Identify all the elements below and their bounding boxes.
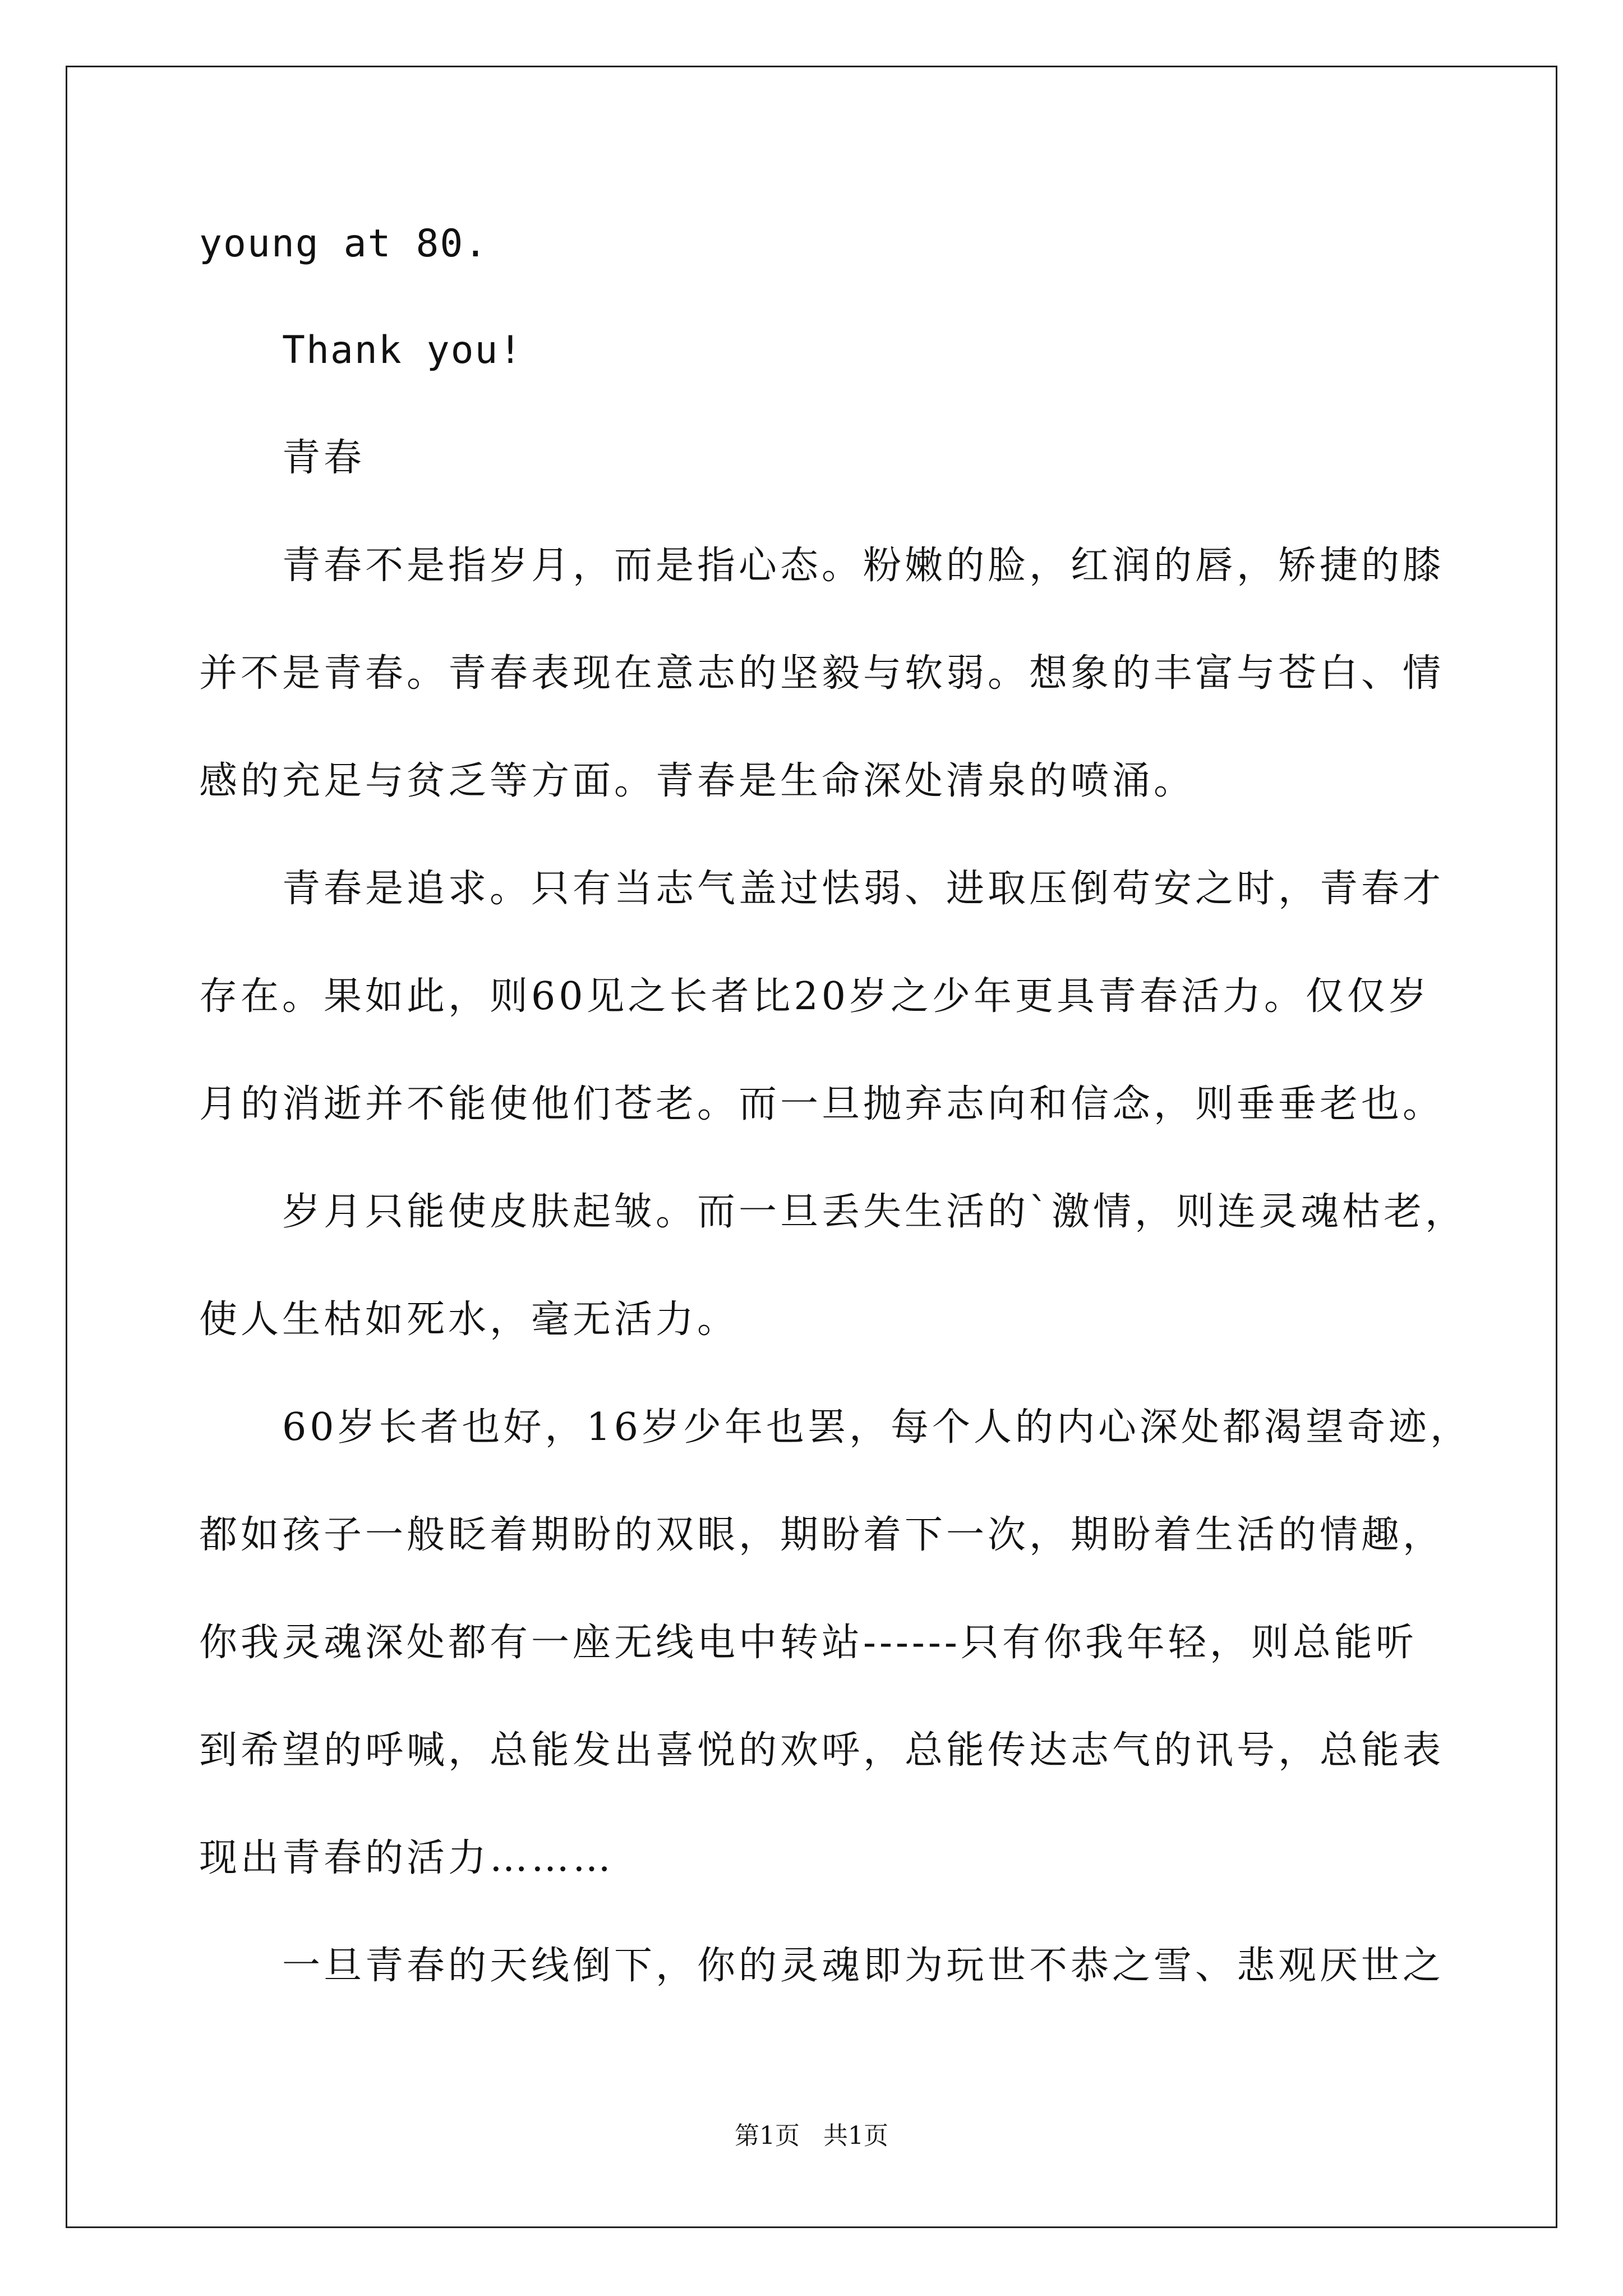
text-line-10: 岁月只能使皮肤起皱。而一旦丢失生活的`激情，则连灵魂枯老， (282, 1190, 1467, 1234)
text-line-5: 并不是青春。青春表现在意志的坚毅与软弱。想象的丰富与苍白、情 (199, 651, 1445, 696)
page-number-current: 第1页 (735, 2122, 800, 2150)
text-line-1: young at 80. (199, 222, 488, 266)
text-line-2: Thank you! (282, 328, 523, 372)
text-line-13: 都如孩子一般眨着期盼的双眼，期盼着下一次，期盼着生活的情趣， (199, 1513, 1445, 1557)
text-line-15: 到希望的呼喊，总能发出喜悦的欢呼，总能传达志气的讯号，总能表 (199, 1728, 1445, 1773)
text-line-11: 使人生枯如死水，毫无活力。 (199, 1297, 739, 1342)
page-number-total: 共1页 (823, 2122, 888, 2150)
page-frame (66, 66, 1557, 2228)
section-heading: 青春 (282, 436, 366, 480)
text-line-14: 你我灵魂深处都有一座无线电中转站------只有你我年轻，则总能听 (199, 1621, 1417, 1665)
text-line-17: 一旦青春的天线倒下，你的灵魂即为玩世不恭之雪、悲观厌世之 (282, 1944, 1445, 1988)
text-line-4: 青春不是指岁月，而是指心态。粉嫩的脸，红润的唇，矫捷的膝 (282, 544, 1445, 588)
text-line-16: 现出青春的活力……… (199, 1836, 615, 1880)
text-line-9: 月的消逝并不能使他们苍老。而一旦抛弃志向和信念，则垂垂老也。 (199, 1082, 1445, 1126)
page-footer (0, 2120, 1623, 2152)
text-line-8: 存在。果如此，则60见之长者比20岁之少年更具青春活力。仅仅岁 (199, 974, 1431, 1019)
text-line-6: 感的充足与贫乏等方面。青春是生命深处清泉的喷涌。 (199, 759, 1196, 803)
text-line-7: 青春是追求。只有当志气盖过怯弱、进取压倒苟安之时，青春才 (282, 867, 1445, 911)
text-line-12: 60岁长者也好，16岁少年也罢，每个人的内心深处都渴望奇迹， (282, 1405, 1472, 1450)
